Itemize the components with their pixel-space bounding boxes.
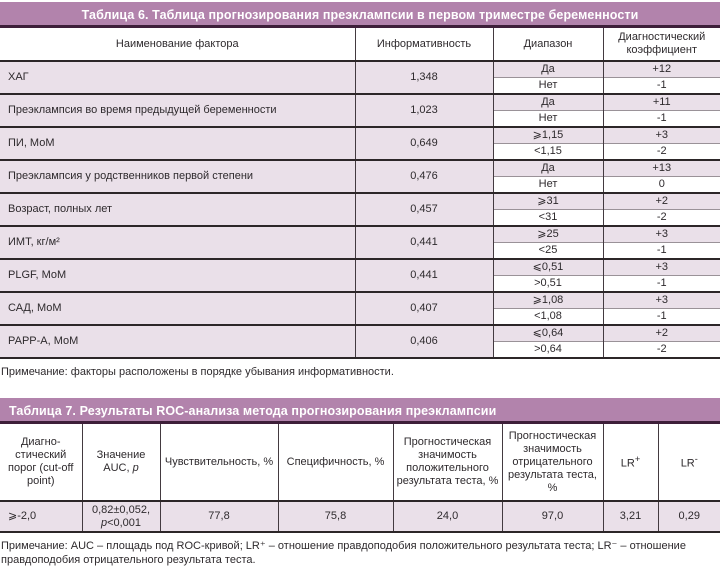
- factor-coefficient-2: -1: [603, 309, 720, 326]
- factor-informativeness: 0,476: [355, 160, 493, 193]
- table7-header-cutoff: Диагностический порог (cut-off point): [0, 424, 82, 501]
- factor-range-1: ⩽0,51: [493, 259, 603, 276]
- factor-coefficient-2: -1: [603, 78, 720, 95]
- table6-factor-row: [0, 160, 720, 177]
- table6-header-coefficient: Диагностический коэффициент: [603, 28, 720, 61]
- table6-header-factor: Наименование фактора: [0, 28, 355, 61]
- factor-name: ХАГ: [0, 61, 355, 94]
- table7-header-lr-minus: LR-: [658, 424, 720, 501]
- factor-range-1: ⩽0,64: [493, 325, 603, 342]
- table7-title: Таблица 7. Результаты ROC-анализа метода прогнозирования преэклампсии: [0, 398, 720, 424]
- table6-factor-row: [0, 94, 720, 111]
- factor-name: РАРР-А, МоМ: [0, 325, 355, 358]
- factor-name: ПИ, МоМ: [0, 127, 355, 160]
- factor-informativeness: 1,023: [355, 94, 493, 127]
- factor-range-2: Нет: [493, 78, 603, 95]
- table7-section: [0, 398, 720, 567]
- factor-coefficient-2: -1: [603, 111, 720, 128]
- table7-header-auc: Значение AUC, p: [82, 424, 160, 501]
- factor-range-2: <1,08: [493, 309, 603, 326]
- table6-factor-row: [0, 127, 720, 144]
- table7-header-ppv: Прогностическая значимость положительного результата теста, %: [393, 424, 502, 501]
- factor-informativeness: 1,348: [355, 61, 493, 94]
- factor-informativeness: 0,406: [355, 325, 493, 358]
- table7-header-row: [0, 424, 720, 501]
- table6-factor-row: [0, 325, 720, 342]
- cell-npv: 97,0: [502, 501, 603, 532]
- factor-coefficient-2: -2: [603, 342, 720, 359]
- table6: [0, 28, 720, 359]
- factor-coefficient-1: +3: [603, 226, 720, 243]
- factor-range-2: <31: [493, 210, 603, 227]
- cell-cutoff: ⩾-2,0: [0, 501, 82, 532]
- factor-range-1: ⩾31: [493, 193, 603, 210]
- table6-factor-row: [0, 61, 720, 78]
- factor-range-2: >0,64: [493, 342, 603, 359]
- factor-range-1: Да: [493, 94, 603, 111]
- factor-coefficient-2: 0: [603, 177, 720, 194]
- factor-name: Преэклампсия во время предыдущей беременности: [0, 94, 355, 127]
- table6-title: Таблица 6. Таблица прогнозирования преэклампсии в первом триместре беременности: [0, 2, 720, 28]
- factor-informativeness: 0,407: [355, 292, 493, 325]
- cell-ppv: 24,0: [393, 501, 502, 532]
- table6-factor-row: [0, 193, 720, 210]
- factor-informativeness: 0,441: [355, 259, 493, 292]
- table6-factor-row: [0, 226, 720, 243]
- factor-range-2: <1,15: [493, 144, 603, 161]
- factor-name: Возраст, полных лет: [0, 193, 355, 226]
- factor-coefficient-1: +3: [603, 259, 720, 276]
- factor-range-2: >0,51: [493, 276, 603, 293]
- factor-coefficient-2: -1: [603, 276, 720, 293]
- factor-range-1: ⩾1,08: [493, 292, 603, 309]
- cell-sensitivity: 77,8: [160, 501, 278, 532]
- factor-coefficient-1: +2: [603, 193, 720, 210]
- table6-header-row: [0, 28, 720, 61]
- factor-name: САД, МоМ: [0, 292, 355, 325]
- factor-name: Преэклампсия у родственников первой степени: [0, 160, 355, 193]
- table6-note: Примечание: факторы расположены в порядке убывания информативности.: [1, 366, 394, 378]
- factor-coefficient-2: -2: [603, 144, 720, 161]
- table6-factor-row: [0, 259, 720, 276]
- table7-header-npv: Прогностическая значимость отрицательного результата теста, %: [502, 424, 603, 501]
- factor-range-1: ⩾25: [493, 226, 603, 243]
- factor-coefficient-1: +11: [603, 94, 720, 111]
- factor-coefficient-1: +3: [603, 292, 720, 309]
- table6-header-informativeness: Информативность: [355, 28, 493, 61]
- factor-name: PLGF, МоМ: [0, 259, 355, 292]
- table7-header-sensitivity: Чувствительность, %: [160, 424, 278, 501]
- factor-coefficient-1: +2: [603, 325, 720, 342]
- factor-range-2: Нет: [493, 111, 603, 128]
- factor-informativeness: 0,649: [355, 127, 493, 160]
- table7: [0, 424, 720, 533]
- factor-coefficient-2: -2: [603, 210, 720, 227]
- factor-range-1: Да: [493, 160, 603, 177]
- factor-range-2: <25: [493, 243, 603, 260]
- table7-note: Примечание: AUC – площадь под ROC-кривой; LR⁺ – отношение правдоподобия положительного результата теста; LR⁻ – отношение правдоподобия отрицательного результата теста.: [1, 540, 686, 566]
- factor-range-1: Да: [493, 61, 603, 78]
- factor-informativeness: 0,441: [355, 226, 493, 259]
- table6-factor-row: [0, 292, 720, 309]
- table6-section: [0, 2, 720, 379]
- table7-header-specificity: Специфичность, %: [278, 424, 393, 501]
- factor-coefficient-1: +12: [603, 61, 720, 78]
- table6-body: [0, 61, 720, 358]
- cell-specificity: 75,8: [278, 501, 393, 532]
- factor-range-1: ⩾1,15: [493, 127, 603, 144]
- factor-range-2: Нет: [493, 177, 603, 194]
- factor-informativeness: 0,457: [355, 193, 493, 226]
- table6-header-range: Диапазон: [493, 28, 603, 61]
- table7-header-lr-plus: LR+: [603, 424, 658, 501]
- factor-coefficient-1: +3: [603, 127, 720, 144]
- cell-auc: 0,82±0,052, p<0,001: [82, 501, 160, 532]
- factor-coefficient-2: -1: [603, 243, 720, 260]
- cell-lr-minus: 0,29: [658, 501, 720, 532]
- factor-coefficient-1: +13: [603, 160, 720, 177]
- factor-name: ИМТ, кг/м²: [0, 226, 355, 259]
- cell-lr-plus: 3,21: [603, 501, 658, 532]
- table7-data-row: [0, 501, 720, 532]
